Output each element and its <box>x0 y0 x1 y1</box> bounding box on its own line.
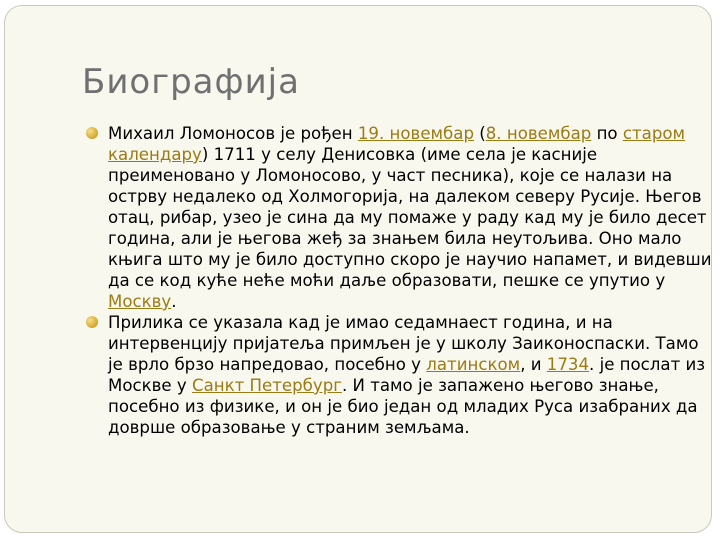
text-line <box>108 207 707 228</box>
text-line <box>108 312 686 333</box>
text-run: . <box>171 292 177 311</box>
wiki-link[interactable]: латинском <box>426 355 521 374</box>
text-line <box>108 270 686 291</box>
text-run: . је послат из <box>589 355 706 374</box>
text-line <box>108 165 686 186</box>
wiki-link[interactable]: календару <box>108 145 202 164</box>
text-run: ) 1711 у селу Денисовка (име села је касније <box>201 145 598 164</box>
text-line <box>108 186 702 207</box>
text-run: је врло брзо напредовао, посебно у <box>108 355 427 374</box>
slide <box>4 5 712 533</box>
text-run: година, али је његова жеђ за знањем била неутољива. Оно мало <box>108 229 682 248</box>
text-line <box>108 396 698 417</box>
wiki-link[interactable]: Москву <box>108 292 172 311</box>
bullet-icon <box>86 127 98 139</box>
wiki-link[interactable]: старом <box>622 124 686 143</box>
text-line <box>108 228 686 249</box>
text-run: Михаил Ломоносов је рођен <box>108 124 358 143</box>
text-line <box>108 144 686 165</box>
text-line <box>108 417 686 438</box>
text-run: отац, рибар, узео је сина да му помаже у раду кад му је било десет <box>108 208 707 227</box>
text-run: преименовано у Ломоносово, у част песника), које се налази на <box>108 166 673 185</box>
text-run: интервенцију пријатеља примљен је у школу Заиконоспаски. Тамо <box>108 334 699 353</box>
wiki-link[interactable]: 8. новембар <box>485 124 592 143</box>
bullet-paragraph <box>86 312 706 438</box>
text-run: књига што му је било доступно скоро је научио напамет, и видевши <box>108 250 712 269</box>
wiki-link[interactable]: Санкт Петербург <box>191 376 342 395</box>
text-run: ( <box>473 124 486 143</box>
wiki-link[interactable]: 1734 <box>546 355 590 374</box>
text-line <box>108 249 712 270</box>
bullet-list <box>86 123 712 438</box>
text-run: доврше образовање у страним земљама. <box>108 418 470 437</box>
text-run: острву недалеко од Холмогорија, на далеком северу Русије. Његов <box>108 187 702 206</box>
text-run: да се код куће неће моћи даље образовати, пешке се упутио у <box>108 271 666 290</box>
bullet-icon <box>86 316 98 328</box>
text-line <box>108 375 686 396</box>
text-run: по <box>591 124 623 143</box>
text-run: посебно из физике, и он је био један од младих Руса изабраних да <box>108 397 698 416</box>
wiki-link[interactable]: 19. новембар <box>357 124 474 143</box>
text-run: , и <box>520 355 547 374</box>
text-line <box>108 354 706 375</box>
text-run: Москве у <box>108 376 192 395</box>
text-line <box>108 123 686 144</box>
text-line <box>108 291 686 312</box>
text-line <box>108 333 699 354</box>
text-run: Прилика се указала кад је имао седамнаест година, и на <box>108 313 613 332</box>
slide-title: Биографија <box>82 62 300 102</box>
bullet-paragraph <box>86 123 712 312</box>
text-run: . И тамо је запажено његово знање, <box>341 376 659 395</box>
